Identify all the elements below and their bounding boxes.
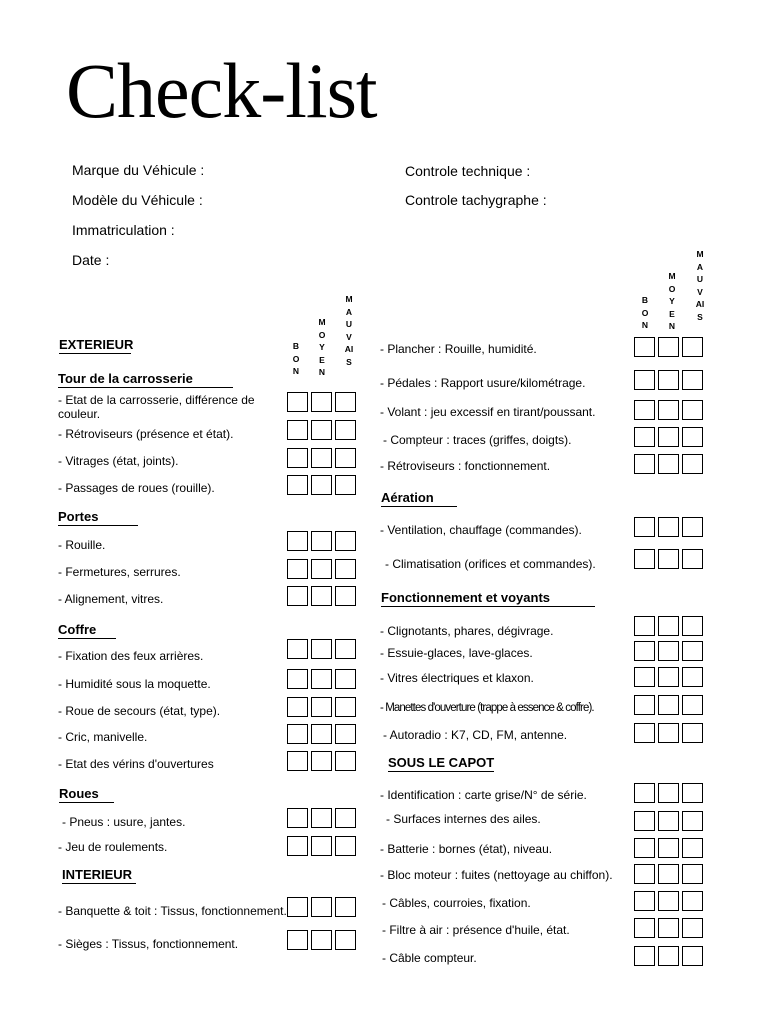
rating-checkbox-mauvais[interactable] (335, 669, 356, 689)
rating-checkbox-moyen[interactable] (658, 723, 679, 743)
rating-checkbox-bon[interactable] (634, 838, 655, 858)
rating-checkbox-mauvais[interactable] (335, 475, 356, 495)
rating-row (287, 697, 356, 717)
rating-checkbox-mauvais[interactable] (682, 400, 703, 420)
rating-checkbox-bon[interactable] (287, 669, 308, 689)
rating-row (634, 641, 703, 661)
rating-checkbox-bon[interactable] (634, 517, 655, 537)
checklist-item: - Humidité sous la moquette. (58, 677, 211, 691)
rating-moyen-label: MOYEN (318, 317, 326, 377)
section-tour-carrosserie: Tour de la carrosserie (58, 371, 233, 388)
page-title: Check-list (66, 47, 377, 134)
rating-row (634, 946, 703, 966)
rating-checkbox-bon[interactable] (287, 586, 308, 606)
rating-row (634, 811, 703, 831)
rating-checkbox-mauvais[interactable] (682, 641, 703, 661)
rating-checkbox-bon[interactable] (634, 370, 655, 390)
rating-bon-label: BON (292, 341, 300, 376)
rating-checkbox-mauvais[interactable] (682, 783, 703, 803)
rating-checkbox-bon[interactable] (634, 427, 655, 447)
rating-checkbox-moyen[interactable] (658, 641, 679, 661)
rating-checkbox-moyen[interactable] (311, 448, 332, 468)
rating-row (287, 475, 356, 495)
rating-checkbox-bon[interactable] (634, 454, 655, 474)
rating-checkbox-moyen[interactable] (311, 531, 332, 551)
checklist-item: - Filtre à air : présence d'huile, état. (382, 923, 570, 937)
rating-moyen-label: MOYEN (668, 271, 676, 331)
rating-checkbox-moyen[interactable] (311, 586, 332, 606)
checklist-item: - Surfaces internes des ailes. (386, 812, 541, 826)
rating-checkbox-moyen[interactable] (311, 392, 332, 412)
rating-checkbox-moyen[interactable] (658, 337, 679, 357)
rating-checkbox-moyen[interactable] (658, 891, 679, 911)
rating-row (287, 392, 356, 412)
rating-row (634, 427, 703, 447)
checklist-item: - Rouille. (58, 538, 106, 552)
rating-checkbox-mauvais[interactable] (335, 586, 356, 606)
rating-checkbox-bon[interactable] (287, 448, 308, 468)
rating-row (634, 549, 703, 569)
rating-row (634, 918, 703, 938)
rating-checkbox-bon[interactable] (634, 641, 655, 661)
section-interieur: INTERIEUR (62, 867, 136, 884)
rating-row (634, 400, 703, 420)
rating-row (634, 370, 703, 390)
rating-checkbox-mauvais[interactable] (682, 864, 703, 884)
rating-row (287, 751, 356, 771)
checklist-item: - Câble compteur. (382, 951, 477, 965)
checklist-item: - Identification : carte grise/N° de série. (380, 788, 587, 802)
checklist-item: - Passages de roues (rouille). (58, 481, 215, 495)
rating-checkbox-bon[interactable] (287, 808, 308, 828)
rating-checkbox-moyen[interactable] (311, 724, 332, 744)
rating-checkbox-mauvais[interactable] (335, 930, 356, 950)
rating-checkbox-mauvais[interactable] (682, 695, 703, 715)
rating-checkbox-moyen[interactable] (658, 549, 679, 569)
rating-checkbox-bon[interactable] (634, 918, 655, 938)
field-controle-technique: Controle technique : (405, 163, 531, 179)
checklist-item: - Bloc moteur : fuites (nettoyage au chiffon). (380, 868, 613, 882)
rating-checkbox-mauvais[interactable] (682, 549, 703, 569)
rating-checkbox-mauvais[interactable] (335, 697, 356, 717)
field-marque: Marque du Véhicule : (72, 162, 205, 178)
rating-checkbox-bon[interactable] (634, 811, 655, 831)
rating-checkbox-bon[interactable] (634, 549, 655, 569)
rating-checkbox-bon[interactable] (287, 930, 308, 950)
rating-checkbox-moyen[interactable] (658, 370, 679, 390)
rating-checkbox-moyen[interactable] (658, 946, 679, 966)
rating-row (634, 783, 703, 803)
rating-checkbox-bon[interactable] (634, 667, 655, 687)
checklist-item: - Pneus : usure, jantes. (62, 815, 186, 829)
rating-checkbox-mauvais[interactable] (682, 370, 703, 390)
checklist-item: - Etat des vérins d'ouvertures (58, 757, 214, 771)
checklist-item: - Jeu de roulements. (58, 840, 168, 854)
rating-row (634, 723, 703, 743)
section-aeration: Aération (381, 490, 457, 507)
checklist-item: - Cric, manivelle. (58, 730, 148, 744)
rating-checkbox-mauvais[interactable] (335, 836, 356, 856)
rating-row (287, 420, 356, 440)
section-exterieur: EXTERIEUR (59, 337, 134, 352)
rating-checkbox-bon[interactable] (287, 392, 308, 412)
rating-bon-label: BON (641, 295, 649, 330)
rating-checkbox-moyen[interactable] (658, 838, 679, 858)
rating-checkbox-moyen[interactable] (311, 639, 332, 659)
rating-checkbox-mauvais[interactable] (335, 531, 356, 551)
checklist-item: - Câbles, courroies, fixation. (382, 896, 531, 910)
rating-checkbox-moyen[interactable] (311, 836, 332, 856)
rating-checkbox-moyen[interactable] (311, 475, 332, 495)
rating-row (287, 639, 356, 659)
rating-row (287, 808, 356, 828)
rating-checkbox-mauvais[interactable] (682, 616, 703, 636)
rating-checkbox-mauvais[interactable] (335, 420, 356, 440)
rating-row (287, 724, 356, 744)
rating-checkbox-moyen[interactable] (311, 669, 332, 689)
rating-checkbox-bon[interactable] (634, 864, 655, 884)
rating-checkbox-moyen[interactable] (311, 808, 332, 828)
rating-checkbox-moyen[interactable] (311, 420, 332, 440)
rating-checkbox-mauvais[interactable] (335, 392, 356, 412)
checklist-item: - Fixation des feux arrières. (58, 649, 204, 663)
rating-checkbox-moyen[interactable] (311, 697, 332, 717)
checklist-item: - Essuie-glaces, lave-glaces. (380, 646, 533, 660)
field-modele: Modèle du Véhicule : (72, 192, 203, 208)
rating-checkbox-bon[interactable] (287, 724, 308, 744)
rating-checkbox-moyen[interactable] (658, 811, 679, 831)
rating-row (287, 669, 356, 689)
rating-checkbox-mauvais[interactable] (335, 639, 356, 659)
rating-row (634, 517, 703, 537)
rating-checkbox-bon[interactable] (287, 531, 308, 551)
rating-checkbox-moyen[interactable] (311, 559, 332, 579)
rating-row (287, 559, 356, 579)
rating-checkbox-bon[interactable] (287, 697, 308, 717)
rating-checkbox-moyen[interactable] (658, 517, 679, 537)
rating-checkbox-mauvais[interactable] (682, 723, 703, 743)
rating-checkbox-moyen[interactable] (658, 454, 679, 474)
rating-checkbox-mauvais[interactable] (682, 517, 703, 537)
rating-row (287, 897, 356, 917)
rating-checkbox-moyen[interactable] (658, 864, 679, 884)
rating-checkbox-bon[interactable] (287, 751, 308, 771)
checklist-item: - Fermetures, serrures. (58, 565, 181, 579)
section-portes: Portes (58, 509, 138, 526)
checklist-item: - Compteur : traces (griffes, doigts). (383, 433, 572, 447)
rating-checkbox-bon[interactable] (287, 897, 308, 917)
rating-checkbox-bon[interactable] (634, 723, 655, 743)
rating-checkbox-mauvais[interactable] (682, 918, 703, 938)
rating-checkbox-mauvais[interactable] (335, 559, 356, 579)
checklist-item: - Pédales : Rapport usure/kilométrage. (380, 376, 586, 390)
checklist-item: - Etat de la carrosserie, différence de couleur. (58, 393, 255, 421)
rating-checkbox-moyen[interactable] (658, 918, 679, 938)
field-immatriculation: Immatriculation : (72, 222, 175, 238)
rating-row (634, 454, 703, 474)
rating-checkbox-moyen[interactable] (311, 897, 332, 917)
rating-checkbox-moyen[interactable] (658, 427, 679, 447)
checklist-item: - Volant : jeu excessif en tirant/poussant. (380, 405, 596, 419)
checklist-item: - Clignotants, phares, dégivrage. (380, 624, 554, 638)
checklist-item: - Sièges : Tissus, fonctionnement. (58, 937, 239, 951)
checklist-item: - Ventilation, chauffage (commandes). (380, 523, 582, 537)
checklist-item: - Rétroviseurs : fonctionnement. (380, 459, 551, 473)
rating-checkbox-bon[interactable] (634, 400, 655, 420)
rating-checkbox-mauvais[interactable] (335, 751, 356, 771)
rating-checkbox-mauvais[interactable] (335, 448, 356, 468)
rating-checkbox-moyen[interactable] (658, 667, 679, 687)
rating-checkbox-moyen[interactable] (311, 930, 332, 950)
rating-checkbox-bon[interactable] (634, 783, 655, 803)
rating-row (634, 616, 703, 636)
field-controle-tachygraphe: Controle tachygraphe : (405, 192, 547, 208)
rating-row (634, 891, 703, 911)
rating-checkbox-bon[interactable] (634, 891, 655, 911)
rating-checkbox-bon[interactable] (287, 836, 308, 856)
rating-row (287, 448, 356, 468)
section-sous-le-capot: SOUS LE CAPOT (388, 755, 495, 770)
checklist-item: - Rétroviseurs (présence et état). (58, 427, 234, 441)
section-roues: Roues (59, 786, 114, 803)
rating-checkbox-mauvais[interactable] (682, 946, 703, 966)
checklist-item: - Alignement, vitres. (58, 592, 164, 606)
rating-mauvais-label: MAUVAIS (344, 294, 354, 367)
rating-row (287, 836, 356, 856)
rating-row (634, 864, 703, 884)
rating-checkbox-mauvais[interactable] (682, 667, 703, 687)
rating-checkbox-mauvais[interactable] (335, 897, 356, 917)
rating-row (634, 695, 703, 715)
checklist-item: - Roue de secours (état, type). (58, 704, 221, 718)
field-date: Date : (72, 252, 110, 268)
rating-row (287, 930, 356, 950)
rating-checkbox-bon[interactable] (287, 475, 308, 495)
checklist-item: - Vitrages (état, joints). (58, 454, 179, 468)
rating-checkbox-moyen[interactable] (311, 751, 332, 771)
section-fonctionnement-voyants: Fonctionnement et voyants (381, 590, 595, 607)
rating-row (287, 531, 356, 551)
rating-row (287, 586, 356, 606)
checklist-item: - Banquette & toit : Tissus, fonctionnement. (58, 904, 287, 918)
rating-checkbox-mauvais[interactable] (682, 337, 703, 357)
checklist-item: - Vitres électriques et klaxon. (380, 671, 534, 685)
rating-checkbox-mauvais[interactable] (682, 427, 703, 447)
rating-checkbox-mauvais[interactable] (682, 811, 703, 831)
section-coffre: Coffre (58, 622, 116, 639)
rating-checkbox-bon[interactable] (287, 420, 308, 440)
rating-checkbox-mauvais[interactable] (682, 891, 703, 911)
rating-checkbox-mauvais[interactable] (335, 724, 356, 744)
rating-checkbox-mauvais[interactable] (682, 454, 703, 474)
checklist-item: - Batterie : bornes (état), niveau. (380, 842, 553, 856)
checklist-item: - Manettes d'ouverture (trappe à essence & coffre). (380, 702, 594, 714)
rating-mauvais-label: MAUVAIS (695, 249, 705, 322)
rating-checkbox-mauvais[interactable] (335, 808, 356, 828)
rating-checkbox-moyen[interactable] (658, 616, 679, 636)
rating-checkbox-bon[interactable] (287, 559, 308, 579)
checklist-item: - Autoradio : K7, CD, FM, antenne. (383, 728, 568, 742)
rating-checkbox-moyen[interactable] (658, 400, 679, 420)
rating-checkbox-moyen[interactable] (658, 695, 679, 715)
checklist-item: - Plancher : Rouille, humidité. (380, 342, 537, 356)
rating-checkbox-mauvais[interactable] (682, 838, 703, 858)
rating-checkbox-bon[interactable] (634, 946, 655, 966)
rating-checkbox-bon[interactable] (287, 639, 308, 659)
checklist-item: - Climatisation (orifices et commandes). (385, 557, 596, 571)
rating-row (634, 667, 703, 687)
rating-checkbox-bon[interactable] (634, 695, 655, 715)
rating-checkbox-bon[interactable] (634, 337, 655, 357)
rating-checkbox-bon[interactable] (634, 616, 655, 636)
rating-checkbox-moyen[interactable] (658, 783, 679, 803)
rating-row (634, 337, 703, 357)
rating-row (634, 838, 703, 858)
